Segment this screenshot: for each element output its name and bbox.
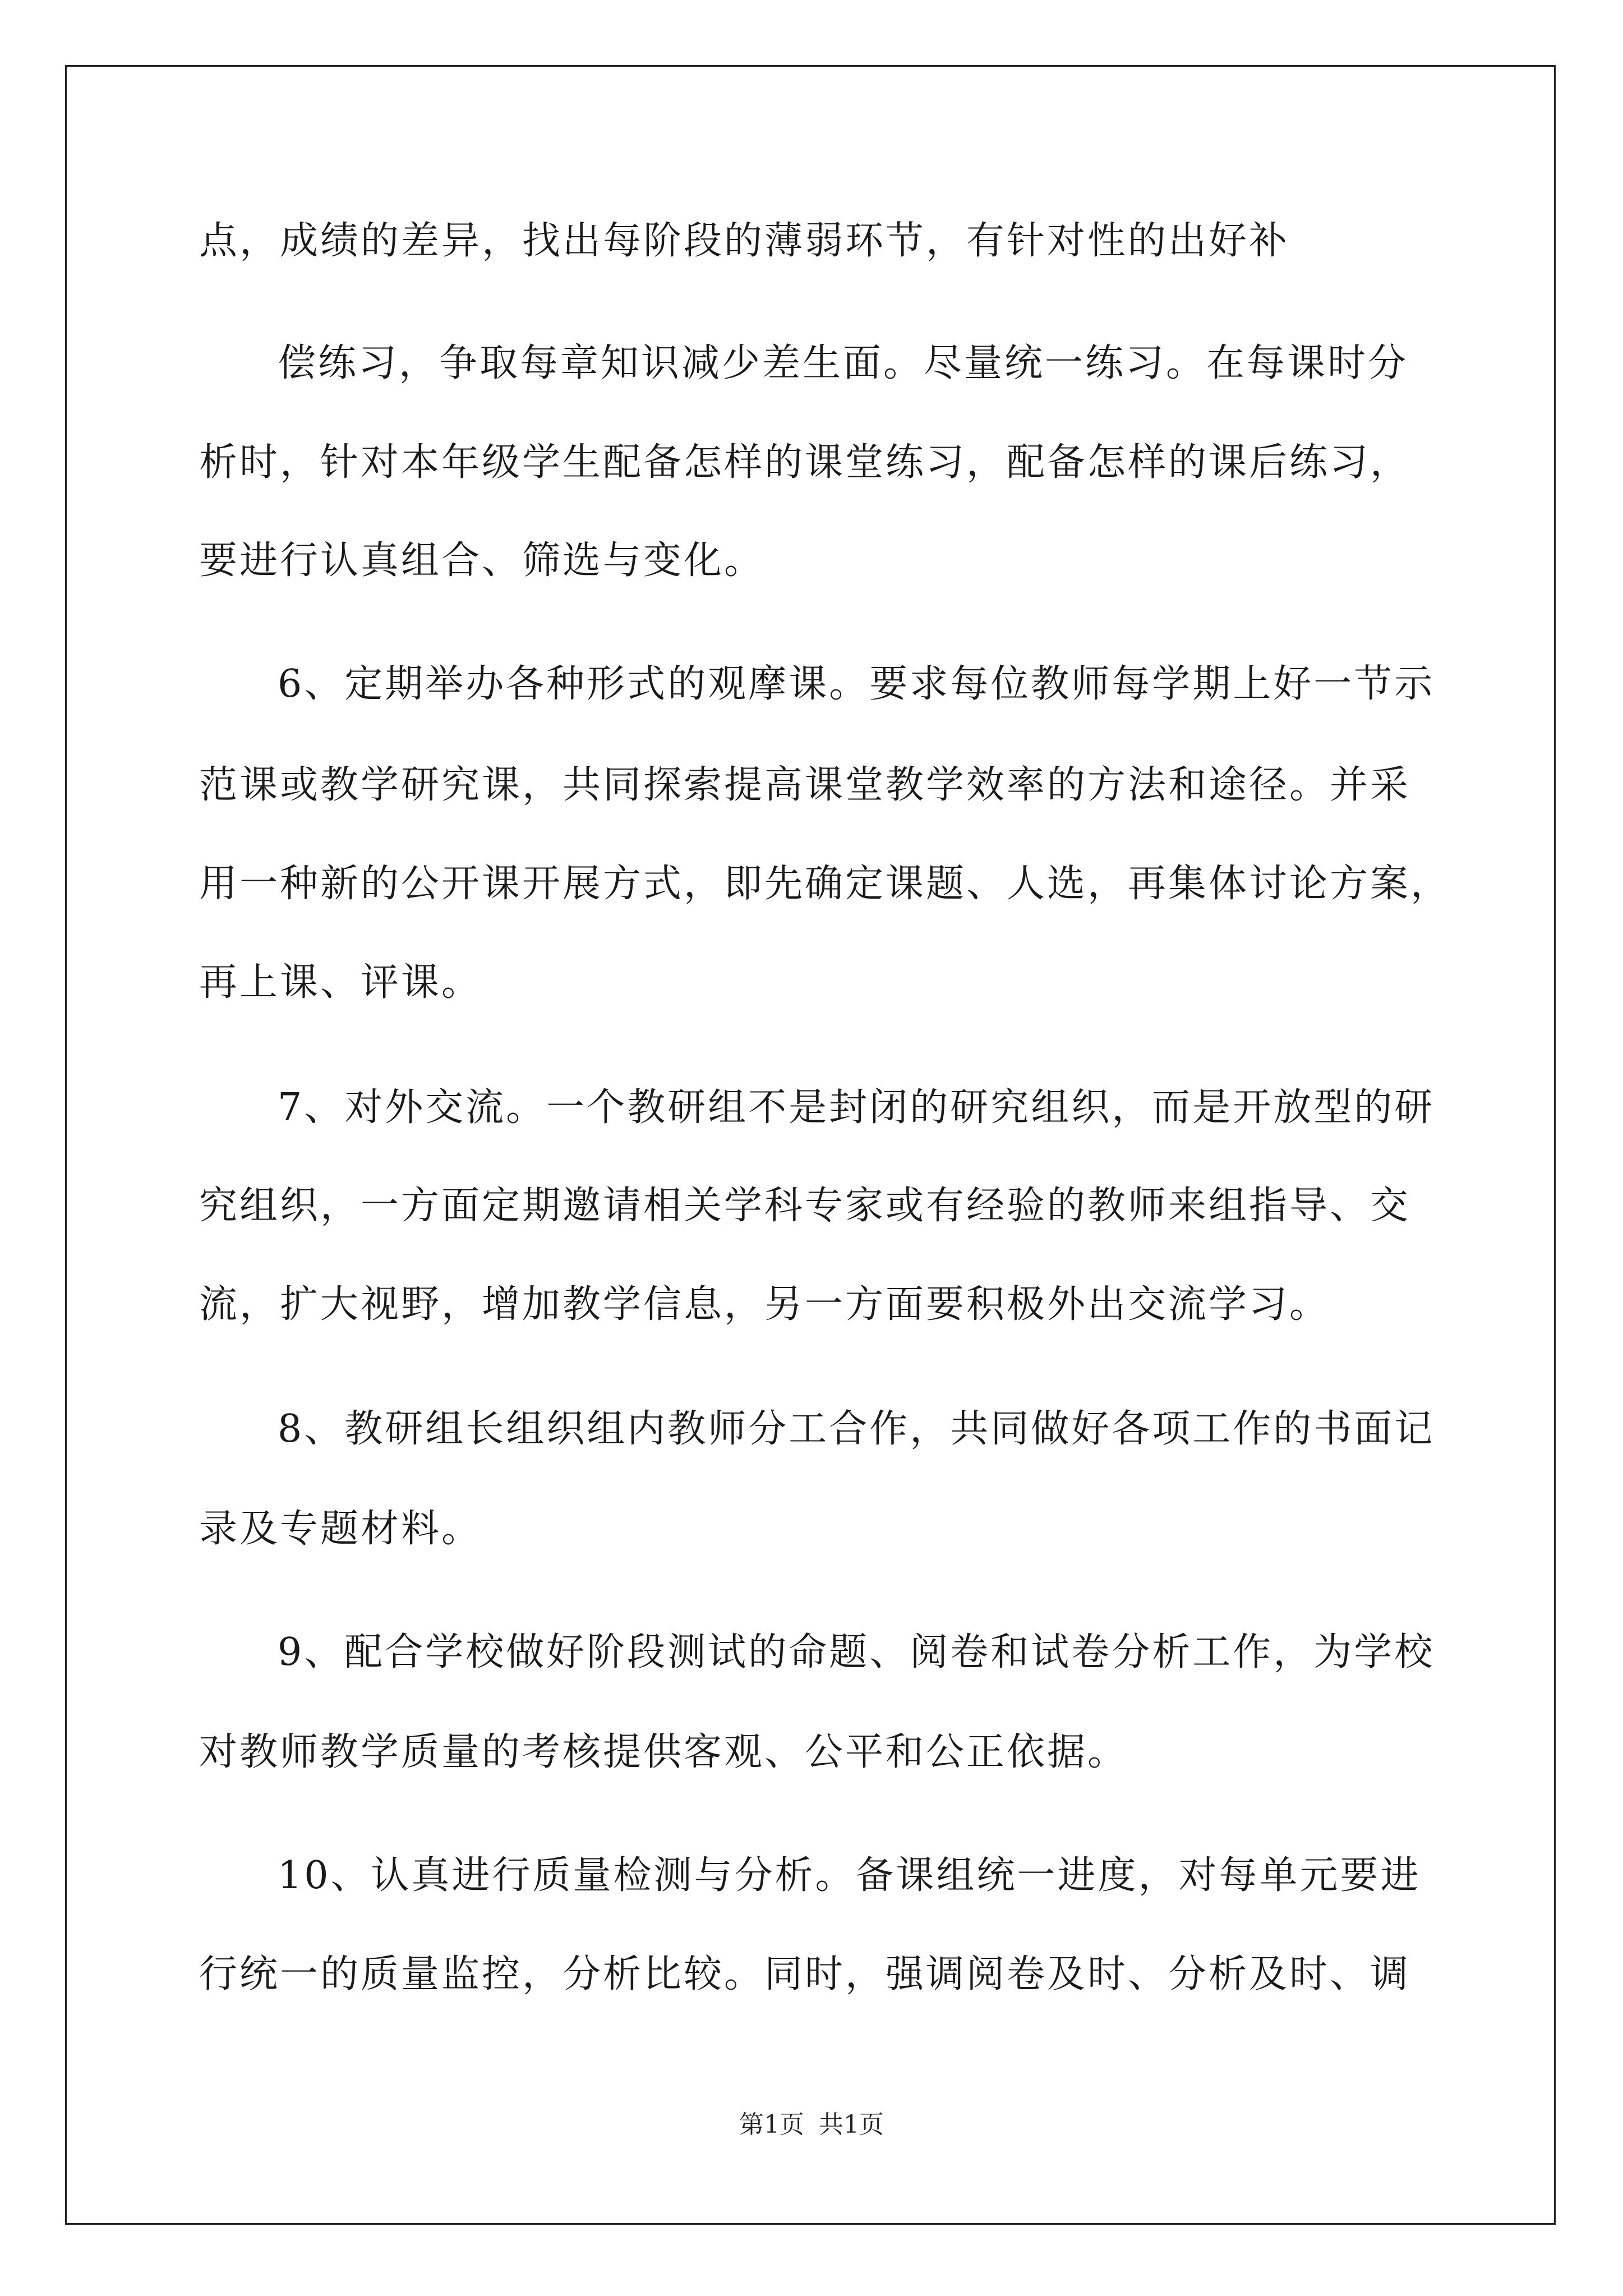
text-line: 要进行认真组合、筛选与变化。: [199, 539, 765, 583]
paragraph-start-line: 7、对外交流。一个教研组不是封闭的研究组织，而是开放型的研: [278, 1085, 1435, 1130]
page-footer: [0, 2109, 1623, 2141]
paragraph-start-line: 9、配合学校做好阶段测试的命题、阅卷和试卷分析工作，为学校: [278, 1630, 1435, 1674]
text-line: 偿练习，争取每章知识减少差生面。尽量统一练习。在每课时分: [278, 341, 1409, 385]
paragraph-start-line: 10、认真进行质量检测与分析。备课组统一进度，对每单元要进: [278, 1853, 1421, 1898]
text-line: 对教师教学质量的考核提供客观、公平和公正依据。: [199, 1730, 1128, 1774]
text-line: 录及专题材料。: [199, 1507, 482, 1551]
paragraph-start-line: 6、定期举办各种形式的观摩课。要求每位教师每学期上好一节示: [278, 662, 1435, 706]
text-line: 再上课、评课。: [199, 960, 482, 1005]
text-line: 究组织，一方面定期邀请相关学科专家或有经验的教师来组指导、交: [199, 1184, 1411, 1228]
text-line: 行统一的质量监控，分析比较。同时，强调阅卷及时、分析及时、调: [199, 1952, 1411, 1996]
page-total: 共1页: [819, 2110, 884, 2139]
page-border: [65, 65, 1556, 2225]
page-number: 第1页: [739, 2110, 804, 2139]
text-line: 析时，针对本年级学生配备怎样的课堂练习，配备怎样的课后练习，: [199, 440, 1411, 485]
text-line: 流，扩大视野，增加教学信息，另一方面要积极外出交流学习。: [199, 1282, 1330, 1327]
text-line: 范课或教学研究课，共同探索提高课堂教学效率的方法和途径。并采: [199, 763, 1411, 807]
text-line: 点，成绩的差异，找出每阶段的薄弱环节，有针对性的出好补: [199, 219, 1290, 263]
paragraph-start-line: 8、教研组长组织组内教师分工合作，共同做好各项工作的书面记: [278, 1407, 1435, 1451]
text-line: 用一种新的公开课开展方式，即先确定课题、人选，再集体讨论方案，: [199, 862, 1451, 906]
